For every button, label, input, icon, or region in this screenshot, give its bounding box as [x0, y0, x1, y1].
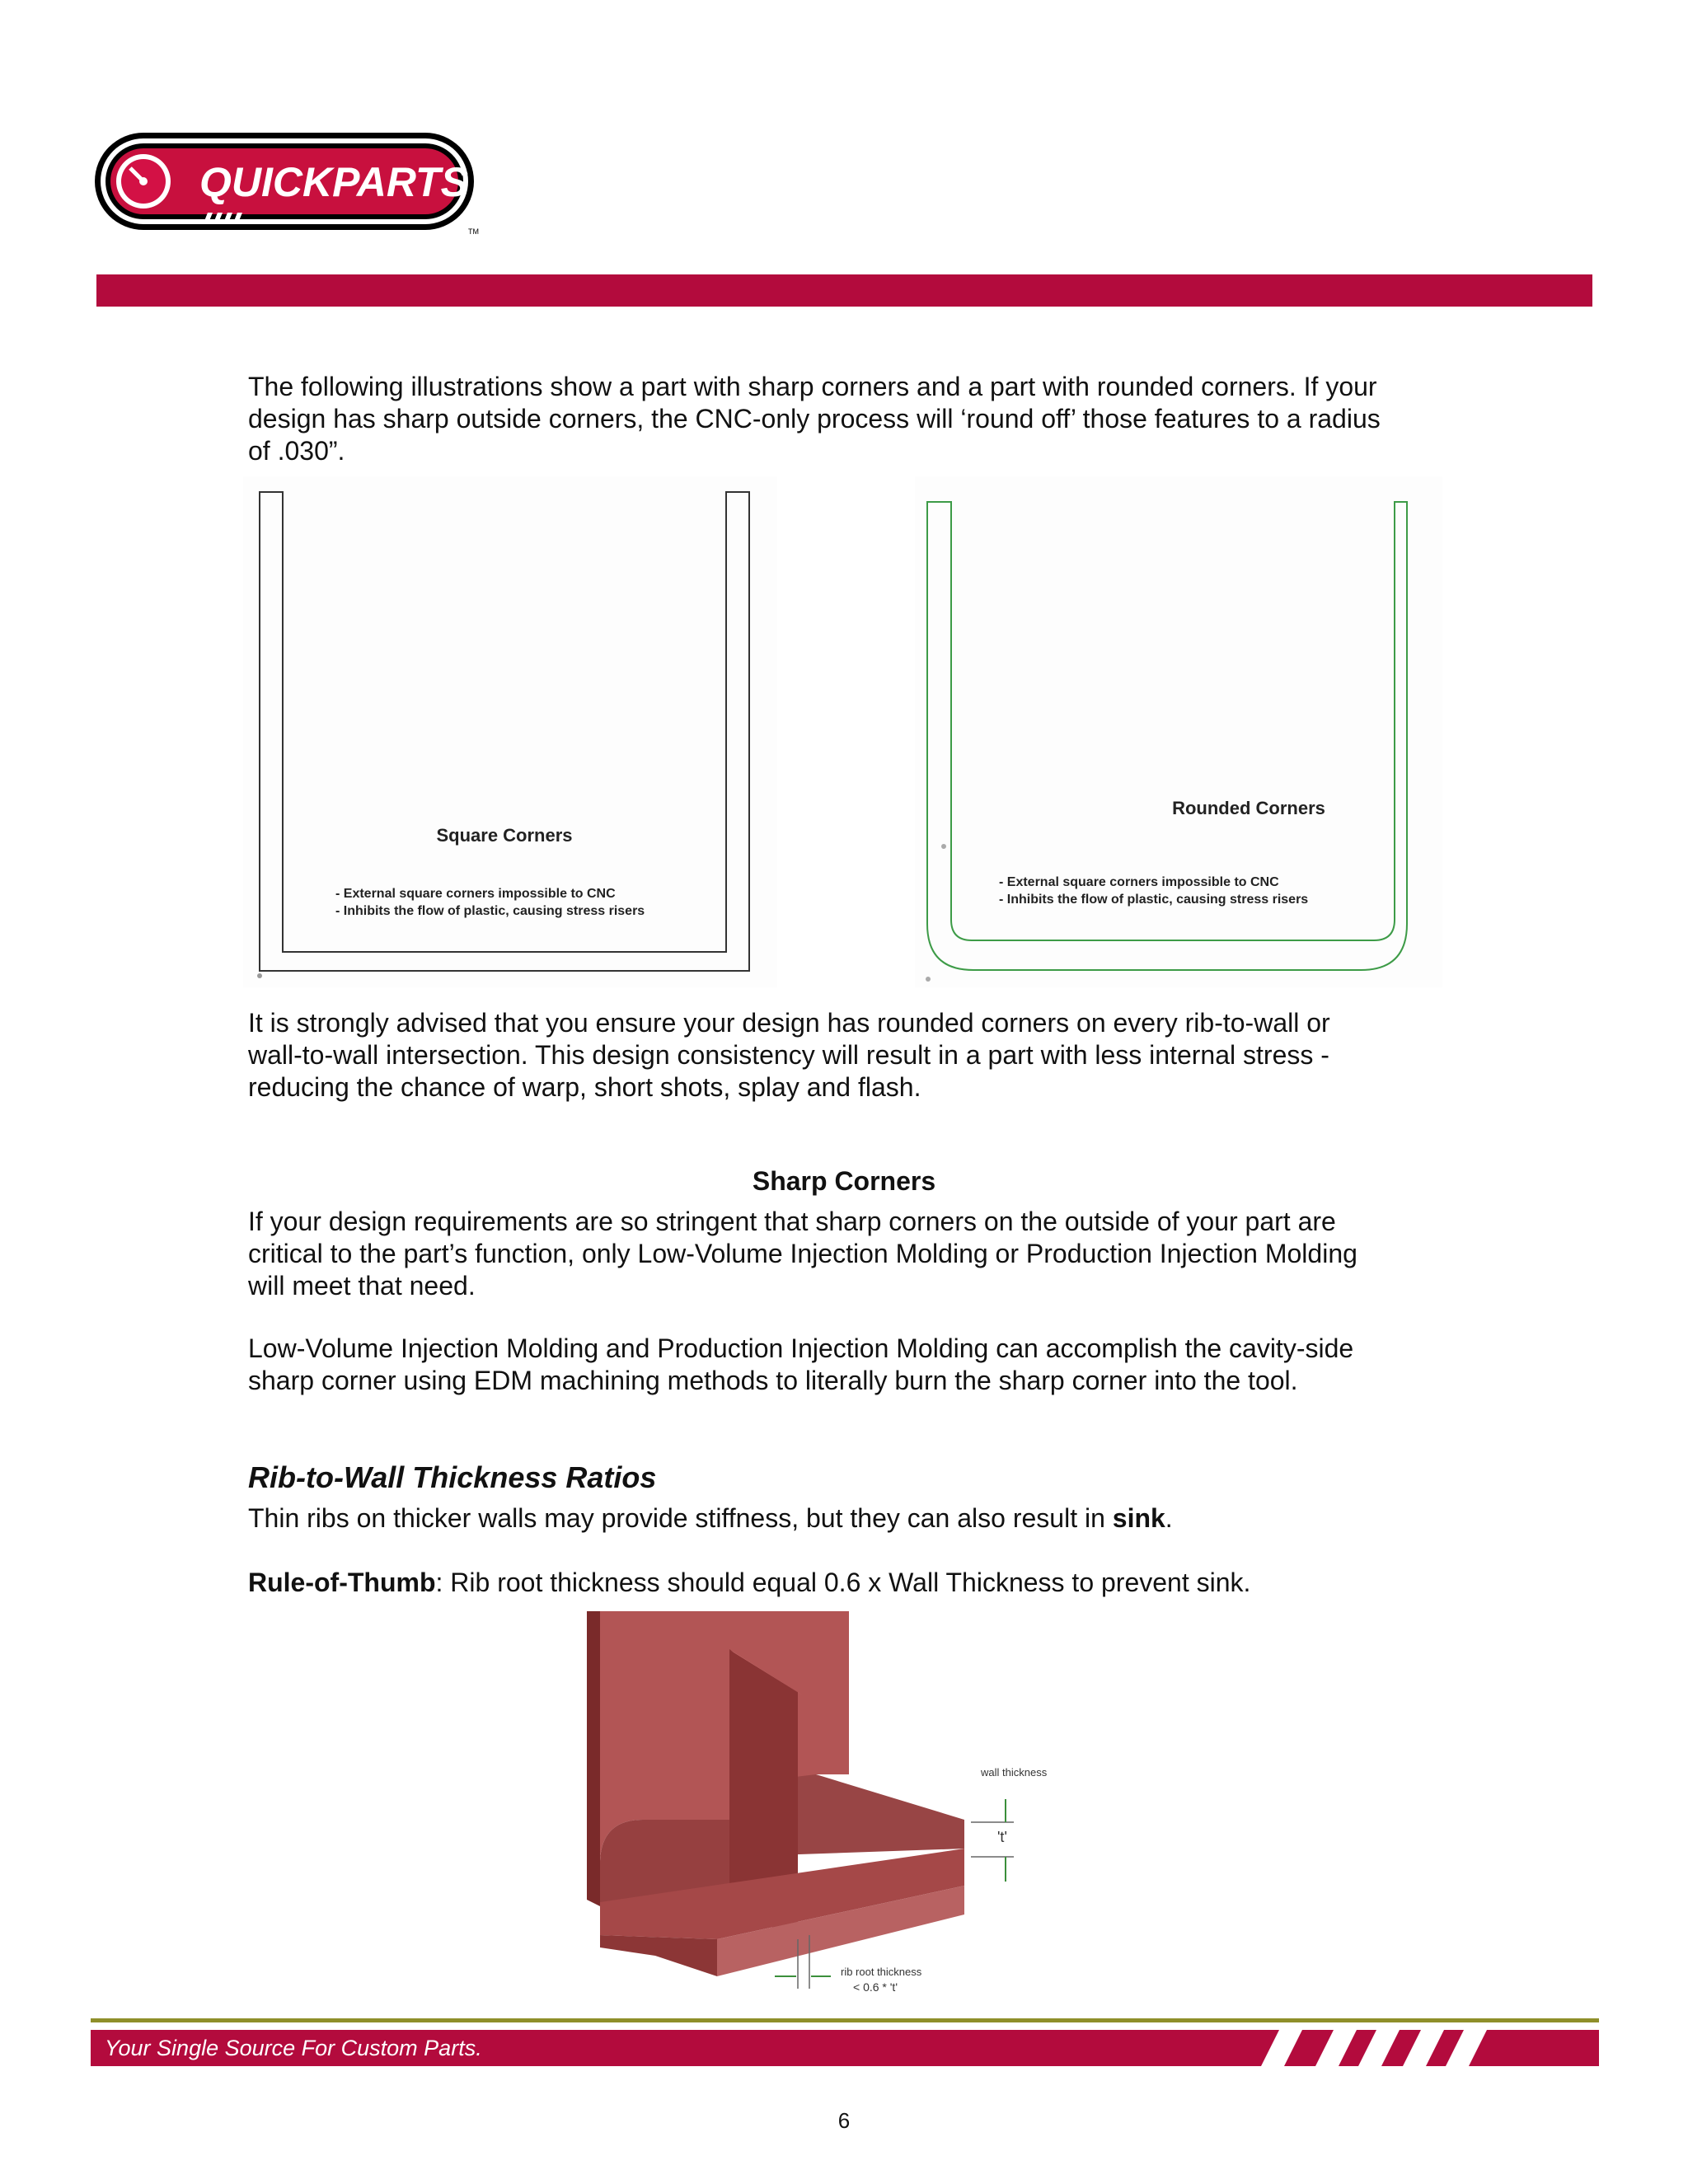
intro-line: design has sharp outside corners, the CNC-only process will ‘round off’ those features to a radius — [248, 404, 1381, 434]
paragraph-line: sharp corner using EDM machining methods to literally burn the sharp corner into the tool. — [248, 1366, 1298, 1395]
advice-line: reducing the chance of warp, short shots, splay and flash. — [248, 1072, 921, 1102]
rib-root-label: rib root thickness — [841, 1966, 922, 1978]
t-label: 't' — [997, 1829, 1007, 1845]
rounded-corners-figure — [915, 476, 1442, 987]
page-number: 6 — [837, 2108, 851, 2133]
section-heading-rib-to-wall: Rib-to-Wall Thickness Ratios — [248, 1460, 657, 1494]
origin-marker-icon — [941, 844, 946, 849]
wall-thickness-label: wall thickness — [981, 1766, 1047, 1779]
paragraph-line: critical to the part’s function, only Low-Volume Injection Molding or Production Injection Molding — [248, 1239, 1357, 1268]
rounded-corners-title: Rounded Corners — [1172, 798, 1325, 818]
section-heading-sharp-corners: Sharp Corners — [752, 1166, 936, 1196]
square-corners-note: - Inhibits the flow of plastic, causing stress risers — [335, 904, 645, 918]
rib-to-wall-figure — [569, 1610, 1047, 2001]
square-corners-title: Square Corners — [436, 825, 573, 846]
rib-root-value: < 0.6 * 't' — [853, 1980, 898, 1994]
origin-marker-icon — [257, 973, 262, 978]
origin-marker-icon — [926, 977, 931, 982]
advice-line: wall-to-wall intersection. This design consistency will result in a part with less internal stress - — [248, 1040, 1329, 1070]
logo-wordmark: QUICKPARTS — [199, 159, 468, 205]
rule-of-thumb-line — [248, 1567, 1451, 1599]
rounded-corners-note: - Inhibits the flow of plastic, causing stress risers — [999, 893, 1309, 907]
paragraph-line: Low-Volume Injection Molding and Production Injection Molding can accomplish the cavity-side — [248, 1333, 1354, 1363]
square-corners-note: - External square corners impossible to CNC — [335, 887, 616, 901]
quickparts-logo — [92, 130, 486, 237]
intro-paragraph — [248, 371, 1451, 467]
sink-term: sink — [1112, 1503, 1165, 1533]
footer-rule — [91, 2018, 1599, 2022]
intro-line: of .030”. — [248, 436, 345, 466]
rib-sink-text: Thin ribs on thicker walls may provide stiffness, but they can also result in — [248, 1503, 1113, 1533]
advice-line: It is strongly advised that you ensure your design has rounded corners on every rib-to-wall or — [248, 1008, 1330, 1038]
rib-sink-period: . — [1165, 1503, 1173, 1533]
advice-paragraph — [248, 1007, 1451, 1104]
paragraph-line: will meet that need. — [248, 1271, 476, 1301]
header-bar — [96, 274, 1592, 307]
sharp-corners-paragraph — [248, 1206, 1451, 1302]
rounded-corners-note: - External square corners impossible to CNC — [999, 875, 1279, 889]
footer-tagline: Your Single Source For Custom Parts. — [105, 2036, 482, 2060]
intro-line: The following illustrations show a part with sharp corners and a part with rounded corners. If your — [248, 372, 1377, 401]
rule-of-thumb-label: Rule-of-Thumb — [248, 1568, 436, 1597]
footer-stripes-icon — [1261, 2030, 1508, 2066]
paragraph-line: If your design requirements are so stringent that sharp corners on the outside of your part are — [248, 1207, 1336, 1236]
square-corners-figure — [243, 476, 777, 987]
rule-of-thumb-text: : Rib root thickness should equal 0.6 x Wall Thickness to prevent sink. — [435, 1568, 1251, 1597]
rib-sink-line — [248, 1502, 1451, 1535]
trademark-mark: TM — [468, 227, 479, 236]
edm-paragraph — [248, 1333, 1451, 1397]
